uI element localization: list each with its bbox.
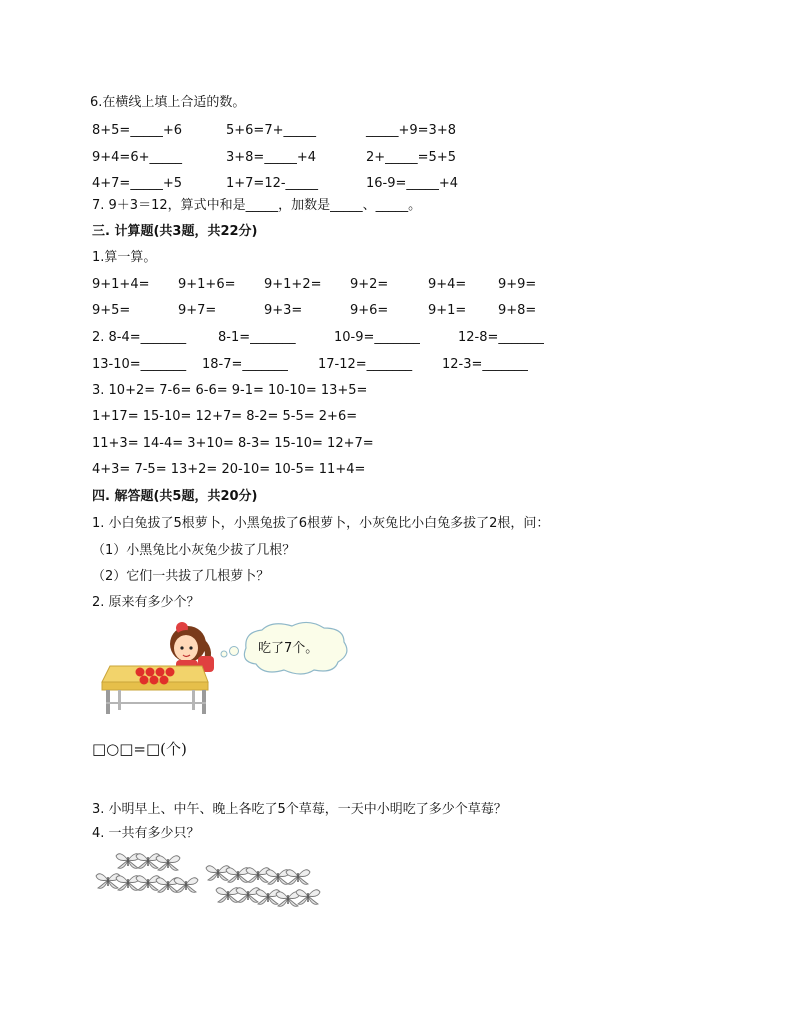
calc-q2-item: 13-10=_______ [92,357,187,372]
fill-item: 5+6=7+_____ [226,123,316,138]
calc-item: 9+6= [350,303,389,318]
ans-q1-sub1: （1）小黑兔比小灰兔少拔了几根？ [92,543,296,558]
fill-item: 3+8=_____+4 [226,150,316,165]
fill-item: 8+5=_____+6 [92,123,182,138]
butterfly-icon [136,854,160,869]
butterfly-group-left [96,854,198,893]
section4-title: 四. 解答题(共5题，共20分) [92,489,258,504]
fill-item: 1+7=12-_____ [226,176,319,191]
calc-q3-row: 3. 10+2= 7-6= 6-6= 9-1= 10-10= 13+5= [92,383,368,398]
ans-q1-text: 1. 小白兔拔了5根萝卜，小黑兔拔了6根萝卜，小灰兔比小白兔多拔了2根，问： [92,516,550,531]
calc-item: 9+3= [264,303,303,318]
butterfly-icon [156,856,180,871]
ans-q4-text: 4. 一共有多少只？ [92,826,200,841]
butterfly-icon [96,874,120,889]
fill-item: 2+_____=5+5 [366,150,456,165]
apple-icon [156,668,165,677]
butterfly-icon [174,878,198,893]
girl-apples-illustration [96,618,356,718]
calc-q3-row: 11+3= 14-4= 3+10= 8-3= 15-10= 12+7= [92,436,374,451]
butterfly-icon [136,876,160,891]
q6-title: 6.在横线上填上合适的数。 [90,95,246,110]
calc-q1-title: 1.算一算。 [92,250,157,265]
calc-q2-item: 2. 8-4=_______ [92,330,187,345]
calc-q3-row: 4+3= 7-5= 13+2= 20-10= 10-5= 11+4= [92,462,366,477]
section3-title: 三. 计算题(共3题，共22分) [92,224,258,239]
table [102,666,208,714]
girl-figure [170,622,214,672]
calc-item: 9+8= [498,303,537,318]
bubble-text: 吃了7个。 [258,641,319,656]
calc-q2-item: 8-1=_______ [218,330,296,345]
butterfly-icon [256,890,280,905]
apple-icon [140,676,149,685]
apple-icon [166,668,175,677]
calc-item: 9+2= [350,277,389,292]
calc-item: 9+1+2= [264,277,322,292]
apple-icon [160,676,169,685]
calc-item: 9+9= [498,277,537,292]
ans-q2-text: 2. 原来有多少个？ [92,595,200,610]
butterfly-icon [236,888,260,903]
ans-q3-text: 3. 小明早上、中午、晚上各吃了5个草莓，一天中小明吃了多少个草莓？ [92,802,507,817]
calc-item: 9+1+6= [178,277,236,292]
butterflies-illustration [96,846,336,916]
fill-item: 4+7=_____+5 [92,176,182,191]
butterfly-icon [286,870,310,885]
fill-item: 16-9=_____+4 [366,176,459,191]
butterfly-icon [296,890,320,905]
calc-item: 9+5= [92,303,131,318]
ans-q1-sub2: （2）它们一共拔了几根萝卜？ [92,569,270,584]
butterfly-icon [206,866,230,881]
answer-formula: □○□=□(个) [92,740,187,758]
q7-text: 7. 9＋3＝12，算式中和是_____，加数是_____、_____。 [92,198,422,213]
calc-item: 9+4= [428,277,467,292]
apple-icon [136,668,145,677]
calc-q3-row: 1+17= 15-10= 12+7= 8-2= 5-5= 2+6= [92,409,358,424]
calc-item: 9+1= [428,303,467,318]
calc-q2-item: 17-12=_______ [318,357,413,372]
apple-icon [150,676,159,685]
calc-item: 9+7= [178,303,217,318]
calc-item: 9+1+4= [92,277,150,292]
calc-q2-item: 12-3=_______ [442,357,528,372]
butterfly-icon [276,892,300,907]
apple-icon [146,668,155,677]
butterfly-icon [246,868,270,883]
calc-q2-item: 12-8=_______ [458,330,544,345]
calc-q2-item: 18-7=_______ [202,357,288,372]
butterfly-group-right [206,866,320,907]
fill-item: 9+4=6+_____ [92,150,182,165]
calc-q2-item: 10-9=_______ [334,330,420,345]
fill-item: _____+9=3+8 [366,123,456,138]
